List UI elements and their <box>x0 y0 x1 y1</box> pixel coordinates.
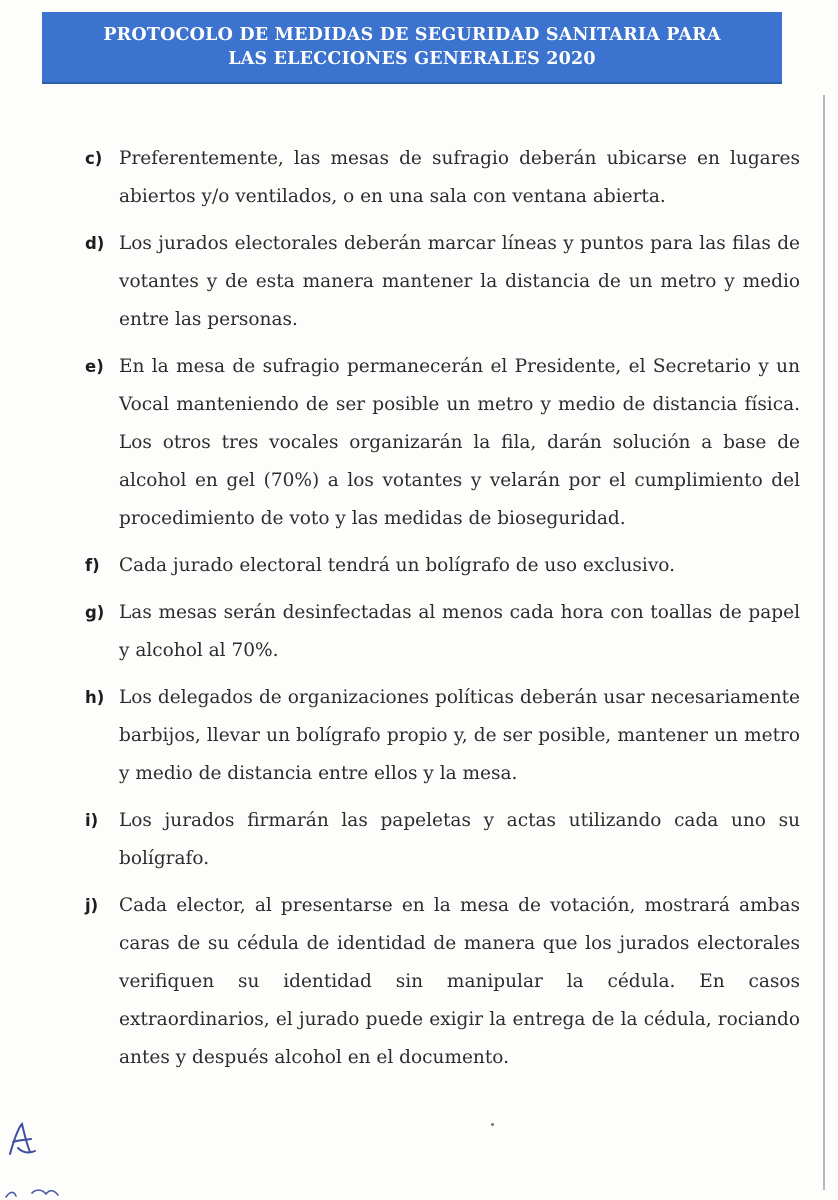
item-letter: d) <box>85 234 105 253</box>
header-title-line-2: LAS ELECCIONES GENERALES 2020 <box>228 49 596 69</box>
item-letter: h) <box>85 688 105 707</box>
item-text: Preferentemente, las mesas de sufragio deberán ubicarse en lugares abiertos y/o ventilados, o en una sala con ventana abierta. <box>119 148 800 207</box>
item-letter: g) <box>85 603 105 622</box>
header-title-line-1: PROTOCOLO DE MEDIDAS DE SEGURIDAD SANITARIA PARA <box>103 25 721 45</box>
list-item-d <box>85 225 800 339</box>
list-item-f <box>85 547 800 585</box>
item-text: Los delegados de organizaciones políticas deberán usar necesariamente barbijos, llevar un bolígrafo propio y, de ser posible, mantener un metro y medio de distancia entre ellos y la mesa. <box>119 687 800 784</box>
item-letter: j) <box>85 896 99 915</box>
protocol-list <box>85 140 800 1086</box>
list-item-g <box>85 594 800 670</box>
list-item-j <box>85 887 800 1077</box>
item-text: Cada elector, al presentarse en la mesa de votación, mostrará ambas caras de su cédula de identidad de manera que los jurados electorales verifiquen su identidad sin manipular la cédula. En casos extraordinarios, el jurado puede exigir la entrega de la cédula, rociando antes y después alcohol en el documento. <box>119 895 800 1068</box>
item-letter: i) <box>85 811 99 830</box>
item-text: Las mesas serán desinfectadas al menos cada hora con toallas de papel y alcohol al 70%. <box>119 602 800 661</box>
item-letter: e) <box>85 357 104 376</box>
list-item-h <box>85 679 800 793</box>
handwritten-mark-icon <box>2 1185 72 1200</box>
list-item-e <box>85 348 800 538</box>
item-text: Cada jurado electoral tendrá un bolígrafo de uso exclusivo. <box>119 555 675 576</box>
list-item-i <box>85 802 800 878</box>
item-text: En la mesa de sufragio permanecerán el Presidente, el Secretario y un Vocal manteniendo de ser posible un metro y medio de distancia física. Los otros tres vocales organizarán la fila, darán solución a base de alcohol en gel (70%) a los votantes y velarán por el cumplimiento del procedimiento de voto y las medidas de bioseguridad. <box>119 356 800 529</box>
item-letter: f) <box>85 556 100 575</box>
list-item-c <box>85 140 800 216</box>
document-header <box>42 12 782 84</box>
scan-speck <box>491 1123 494 1126</box>
item-text: Los jurados firmarán las papeletas y actas utilizando cada uno su bolígrafo. <box>119 810 800 869</box>
item-letter: c) <box>85 149 103 168</box>
item-text: Los jurados electorales deberán marcar líneas y puntos para las filas de votantes y de esta manera mantener la distancia de un metro y medio entre las personas. <box>119 233 800 330</box>
page-edge-line <box>823 95 825 1190</box>
handwritten-initial-icon <box>4 1118 38 1162</box>
